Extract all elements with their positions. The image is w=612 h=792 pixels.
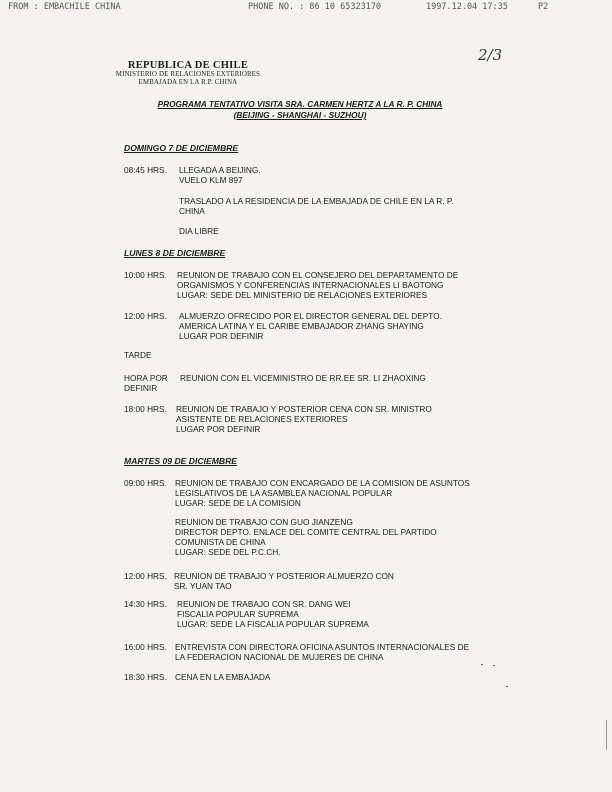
day-heading-sunday: DOMINGO 7 DE DICIEMBRE: [124, 143, 239, 153]
time-tuesday-5: 16:00 HRS.: [124, 642, 167, 652]
letterhead-title: REPUBLICA DE CHILE: [127, 60, 249, 71]
entry-monday-meeting-1: [177, 270, 458, 300]
entry-tuesday-commission: [175, 478, 470, 508]
letterhead-ministry: MINISTERIO DE RELACIONES EXTERIORES: [115, 71, 261, 78]
time-monday-3: [124, 373, 168, 393]
time-monday-1: 10:00 HRS.: [124, 270, 167, 280]
entry-line: LA FEDERACION NACIONAL DE MUJERES DE CHINA: [175, 652, 384, 662]
entry-line: REUNION DE TRABAJO CON ENCARGADO DE LA COMISION DE ASUNTOS: [175, 478, 470, 488]
entry-sunday-transfer: [179, 196, 454, 216]
entry-line: LUGAR: SEDE DE LA COMISION: [175, 498, 301, 508]
entry-line: REUNION DE TRABAJO Y POSTERIOR ALMUERZO CON: [174, 571, 394, 581]
entry-tuesday-prosecutor: [177, 599, 369, 629]
time-monday-2: 12:00 HRS.: [124, 311, 167, 321]
handwritten-page-note: 2/3: [478, 46, 503, 64]
time-tuesday-3: 12:00 HRS.: [124, 571, 167, 581]
entry-tuesday-dinner: CENA EN LA EMBAJADA: [175, 672, 271, 682]
entry-line: AMERICA LATINA Y EL CARIBE EMBAJADOR ZHANG SHAYING: [179, 321, 424, 331]
entry-tuesday-interview: [175, 642, 469, 662]
entry-line: LUGAR: SEDE DEL MINISTERIO DE RELACIONES EXTERIORES: [177, 290, 428, 300]
entry-monday-dinner: [176, 404, 432, 434]
entry-sunday-free-day: DIA LIBRE: [179, 226, 219, 236]
time-tuesday-4: 14:30 HRS.: [124, 599, 167, 609]
entry-line: TRASLADO A LA RESIDENCIA DE LA EMBAJADA DE CHILE EN LA R. P.: [179, 196, 454, 206]
document-title: [150, 99, 450, 121]
time-sunday-1: 08:45 HRS.: [124, 165, 167, 175]
time-line: DEFINIR: [124, 383, 158, 393]
entry-line: REUNION DE TRABAJO CON SR. DANG WEI: [177, 599, 351, 609]
entry-line: LUGAR: SEDE LA FISCALIA POPULAR SUPREMA: [177, 619, 369, 629]
fax-datetime: 1997.12.04 17:35: [426, 2, 508, 12]
entry-line: REUNION DE TRABAJO Y POSTERIOR CENA CON SR. MINISTRO: [176, 404, 432, 414]
entry-monday-lunch: [179, 311, 442, 341]
entry-line: LUGAR: SEDE DEL P.C.CH.: [175, 547, 281, 557]
entry-line: ASISTENTE DE RELACIONES EXTERIORES: [176, 414, 348, 424]
time-tuesday-6: 18:30 HRS.: [124, 672, 167, 682]
letterhead: [88, 60, 288, 87]
document-title-line2: (BEIJING - SHANGHAI - SUZHOU): [233, 110, 367, 120]
entry-line: VUELO KLM 897: [179, 175, 243, 185]
fax-sender: FROM : EMBACHILE CHINA: [8, 2, 121, 12]
time-line: HORA POR: [124, 373, 168, 383]
entry-tuesday-lunch: [174, 571, 394, 591]
entry-monday-vice-minister: REUNION CON EL VICEMINISTRO DE RR.EE SR. LI ZHAOXING: [180, 373, 426, 383]
entry-line: CHINA: [179, 206, 205, 216]
fax-header: [8, 2, 604, 16]
fax-page-number: P2: [538, 2, 549, 12]
entry-line: DIRECTOR DEPTO. ENLACE DEL COMITE CENTRAL DEL PARTIDO: [175, 527, 437, 537]
scan-speck: [493, 665, 495, 666]
entry-line: FISCALIA POPULAR SUPREMA: [177, 609, 299, 619]
entry-line: ALMUERZO OFRECIDO POR EL DIRECTOR GENERAL DEL DEPTO.: [179, 311, 442, 321]
entry-line: COMUNISTA DE CHINA: [175, 537, 266, 547]
scan-edge-mark: [606, 720, 607, 750]
entry-sunday-arrival: [179, 165, 261, 185]
entry-line: LUGAR POR DEFINIR: [179, 331, 264, 341]
entry-line: REUNION DE TRABAJO CON GUO JIANZENG: [175, 517, 353, 527]
entry-line: LUGAR POR DEFINIR: [176, 424, 261, 434]
entry-line: ORGANISMOS Y CONFERENCIAS INTERNACIONALES LI BAOTONG: [177, 280, 444, 290]
letterhead-embassy: EMBAJADA EN LA R.P. CHINA: [138, 79, 238, 86]
entry-line: LEGISLATIVOS DE LA ASAMBLEA NACIONAL POPULAR: [175, 488, 393, 498]
entry-tuesday-party-meeting: [175, 517, 437, 557]
entry-line: SR. YUAN TAO: [174, 581, 232, 591]
scan-speck: [506, 686, 508, 687]
time-tuesday-1: 09:00 HRS.: [124, 478, 167, 488]
entry-line: LLEGADA A BEIJING.: [179, 165, 261, 175]
day-heading-tuesday: MARTES 09 DE DICIEMBRE: [124, 456, 238, 466]
entry-line: ENTREVISTA CON DIRECTORA OFICINA ASUNTOS INTERNACIONALES DE: [175, 642, 470, 652]
time-monday-4: 18:00 HRS.: [124, 404, 167, 414]
scan-speck: [481, 664, 483, 665]
day-heading-monday: LUNES 8 DE DICIEMBRE: [124, 248, 226, 258]
document-title-line1: PROGRAMA TENTATIVO VISITA SRA. CARMEN HERTZ A LA R. P. CHINA: [157, 99, 443, 109]
label-afternoon: TARDE: [124, 350, 152, 360]
fax-phone: PHONE NO. : 86 10 65323170: [248, 2, 382, 12]
entry-line: REUNION DE TRABAJO CON EL CONSEJERO DEL DEPARTAMENTO DE: [177, 270, 459, 280]
